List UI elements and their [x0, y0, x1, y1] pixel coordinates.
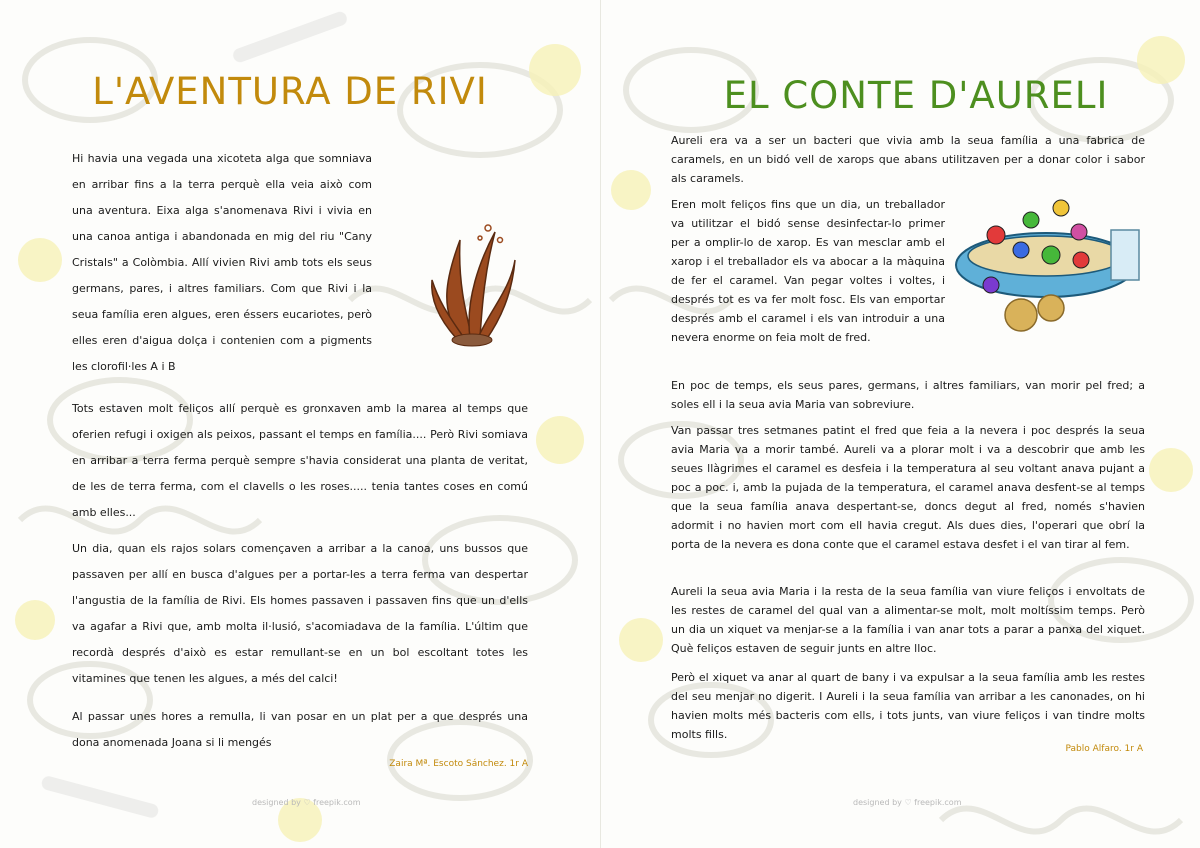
bacteria-bowl-icon [951, 190, 1151, 340]
designer-credit: designed by ♡ freepik.com [853, 798, 962, 807]
story-paragraph-4: Van passar tres setmanes patint el fred que feia a la nevera i poc després la seua avia Maria va a morir també. Aureli va a plorar molt i va a descobrir que amb les seues llàgrimes el caramel es desfeia i la temperatura al seu voltant anava pujant a poc a poc. i, amb la pujada de la temperatura, el caramel anava desfent-se al temps que la seua família anava despertant-se, doncs degut al fred, només s'havien adormit i no havien mort com ell havia cregut. Als dues dies, l'operari que obrí la porta de la nevera es dona conte que el caramel estava desfet i el van tirar al fem. [671, 424, 1145, 551]
story-paragraph-1: Hi havia una vegada una xicoteta alga que somniava en arribar fins a la terra perquè ella veia això com una aventura. Eixa alga s'anomenava Rivi i vivia en una canoa antiga i abandonada en mig del riu "Cany Cristals" a Colòmbia. Allí vivien Rivi amb tots els seus germans, pares, i altres familiars. Com que Rivi i la seua família eren algues, eren éssers eucariotes, però elles eren d'aigua dolça i contenien com a pigments les clorofil·les A i B [72, 152, 372, 373]
story-paragraph-2: Eren molt feliços fins que un dia, un treballador va utilitzar el bidó sense desinfectar-lo primer per a omplir-lo de xarop. Es van mesclar amb el xarop i el treballador els va abocar a la màquina de fer el caramel. Van pegar voltes i voltes, i després tot es va fer molt fosc. Els van emportar després amb el caramel i els van introduir a una nevera enorme on feia molt de fred. [671, 198, 945, 344]
seaweed-icon [420, 220, 530, 350]
author-signature: Zaira Mª. Escoto Sánchez. 1r A [389, 759, 528, 769]
story-paragraph-3: Un dia, quan els rajos solars començaven a arribar a la canoa, uns bussos que passaven per allí en busca d'algues per a portar-les a terra ferma van despertar l'angustia de la família de Rivi. Els homes passaven i passaven fins que un d'ells va agafar a Rivi que, amb molta il·lusió, s'acomiadava de la família. L'últim que recordà després d'això es estar remullant-se en un bol escoltant totes les vitamines que tenen les algues, a més del calci! [72, 542, 528, 685]
author-signature: Pablo Alfaro. 1r A [1065, 744, 1143, 754]
story-paragraph-6: Però el xiquet va anar al quart de bany i va expulsar a la seua família amb les restes del seu menjar no digerit. I Aureli i la seua família van arribar a les canonades, on hi havien molts més bacteris com ells, i tots junts, van viure feliços i van tindre molts molts fills. [671, 671, 1145, 741]
story-title: EL CONTE D'AURELI [723, 74, 1109, 117]
story-paragraph-5: Aureli la seua avia Maria i la resta de la seua família van viure feliços i envoltats de les restes de caramel del qual van a alimentar-se molt, molt moltíssim temps. Però un dia un xiquet va menjar-se a la família i van anar tots a parar a panxa del xiquet. Què feliços estaven de seguir junts en altre lloc. [671, 585, 1145, 655]
story-paragraph-2: Tots estaven molt feliços allí perquè es gronxaven amb la marea al temps que oferien refugi i oxigen als peixos, passant el temps en família.... Però Rivi somiava en arribar a terra ferma perquè sempre s'havia considerat una planta de veritat, de les de terra ferma, com el clavells o les roses..... tenia tantes coses en comú amb elles... [72, 402, 528, 519]
designer-credit: designed by ♡ freepik.com [252, 798, 361, 807]
story-paragraph-1: Aureli era va a ser un bacteri que vivia amb la seua família a una fabrica de caramels, en un bidó vell de xarops que abans utilitzaven per a donar color i sabor als caramels. [671, 134, 1145, 185]
story-paragraph-3: En poc de temps, els seus pares, germans, i altres familiars, van morir pel fred; a soles ell i la seua avia Maria van sobreviure. [671, 379, 1145, 411]
right-page [600, 0, 1200, 848]
story-title: L'AVENTURA DE RIVI [92, 70, 488, 113]
story-paragraph-4: Al passar unes hores a remulla, li van posar en un plat per a que després una dona anomenada Joana si li mengés [72, 710, 528, 749]
